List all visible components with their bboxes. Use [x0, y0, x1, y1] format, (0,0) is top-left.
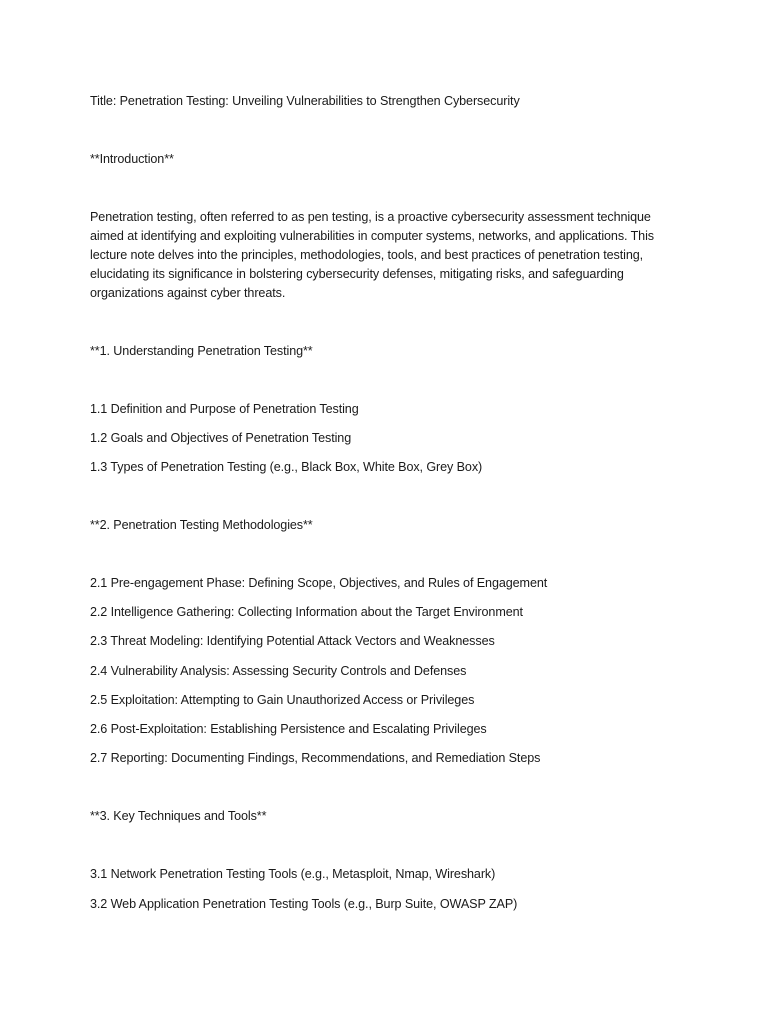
- intro-paragraph: [90, 208, 690, 303]
- intro-line: elucidating its significance in bolstering cybersecurity defenses, mitigating risks, and safeguarding: [90, 267, 624, 281]
- section2-item: 2.1 Pre-engagement Phase: Defining Scope, Objectives, and Rules of Engagement: [90, 576, 548, 590]
- section1-item: 1.1 Definition and Purpose of Penetration Testing: [90, 402, 359, 416]
- section3-item: 3.1 Network Penetration Testing Tools (e.g., Metasploit, Nmap, Wireshark): [90, 867, 496, 881]
- section2-item: 2.2 Intelligence Gathering: Collecting Information about the Target Environment: [90, 605, 523, 619]
- section1-heading: **1. Understanding Penetration Testing**: [90, 344, 313, 358]
- intro-line: Penetration testing, often referred to as pen testing, is a proactive cybersecurity assessment technique: [90, 210, 651, 224]
- section2-item: 2.3 Threat Modeling: Identifying Potential Attack Vectors and Weaknesses: [90, 634, 495, 648]
- section3-heading: **3. Key Techniques and Tools**: [90, 809, 267, 823]
- section2-item: 2.7 Reporting: Documenting Findings, Recommendations, and Remediation Steps: [90, 751, 541, 765]
- intro-line: organizations against cyber threats.: [90, 286, 286, 300]
- intro-line: lecture note delves into the principles, methodologies, tools, and best practices of penetration testing,: [90, 248, 644, 262]
- section3-item: 3.2 Web Application Penetration Testing Tools (e.g., Burp Suite, OWASP ZAP): [90, 897, 518, 911]
- section1-item: 1.2 Goals and Objectives of Penetration Testing: [90, 431, 352, 445]
- document-title: Title: Penetration Testing: Unveiling Vulnerabilities to Strengthen Cybersecurity: [90, 94, 520, 108]
- section2-item: 2.6 Post-Exploitation: Establishing Persistence and Escalating Privileges: [90, 722, 487, 736]
- intro-heading: **Introduction**: [90, 152, 174, 166]
- section2-item: 2.5 Exploitation: Attempting to Gain Unauthorized Access or Privileges: [90, 693, 475, 707]
- section2-heading: **2. Penetration Testing Methodologies**: [90, 518, 313, 532]
- intro-line: aimed at identifying and exploiting vulnerabilities in computer systems, networks, and applications. This: [90, 229, 654, 243]
- section2-item: 2.4 Vulnerability Analysis: Assessing Security Controls and Defenses: [90, 664, 467, 678]
- section1-item: 1.3 Types of Penetration Testing (e.g., Black Box, White Box, Grey Box): [90, 460, 483, 474]
